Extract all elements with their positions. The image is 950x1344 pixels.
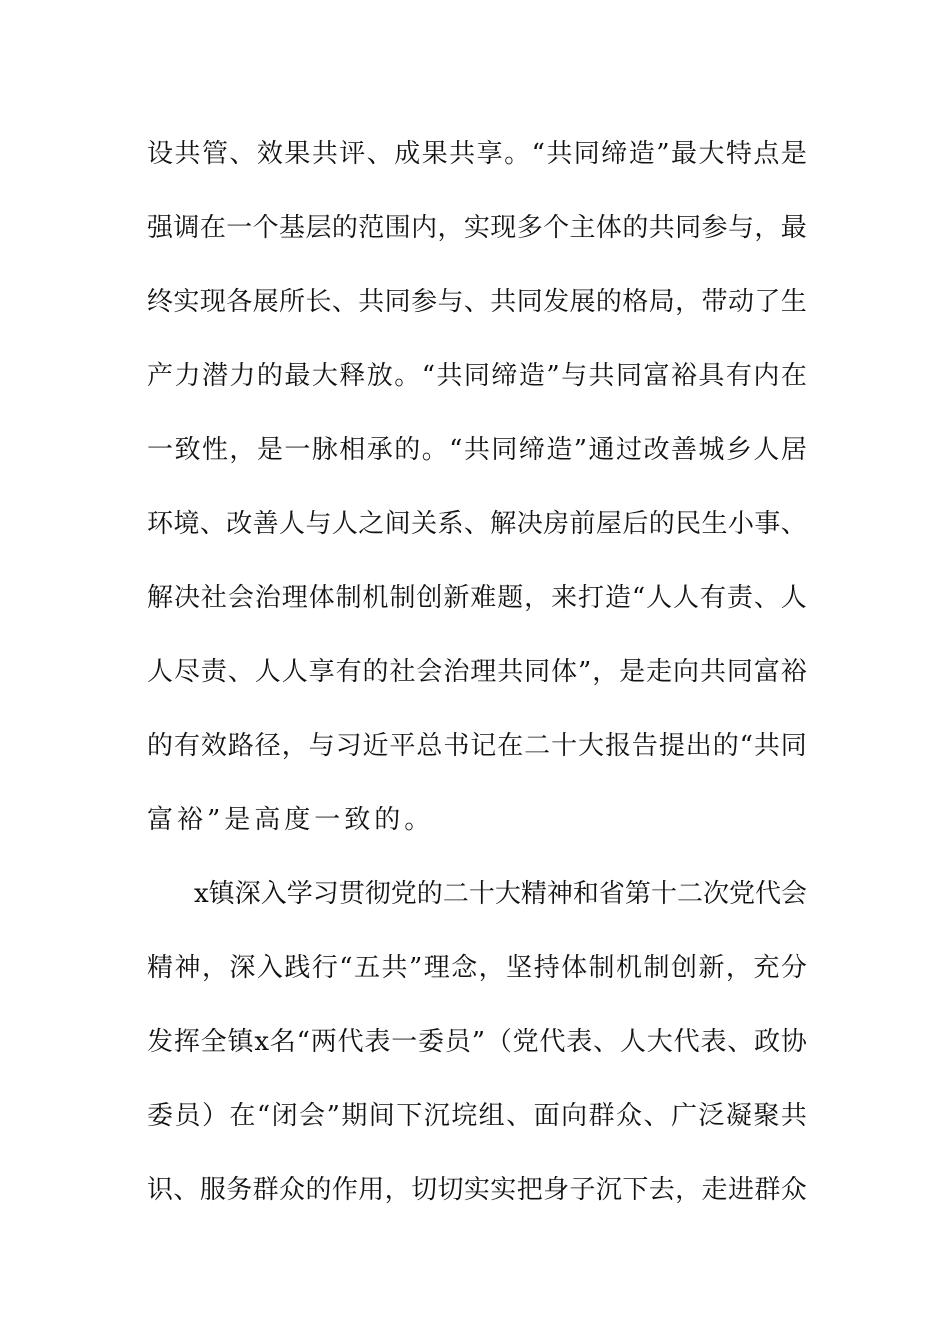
paragraph-line: 解 决 社 会 治 理 体 制 机 制 创 新 难 题 ， 来 打 造 “ 人 人 有 责 、 人 [147,583,807,613]
paragraph-line: 委 员 ） 在 “ 闭 会 ” 期 间 下 沉 垸 组 、 面 向 群 众 、 广 泛 凝 聚 共 [147,1101,807,1131]
paragraph-line: 识 、 服 务 群 众 的 作 用 ， 切 切 实 实 把 身 子 沉 下 去 ， 走 进 群 众 [147,1175,807,1205]
paragraph-line: 环 境 、 改 善 人 与 人 之 间 关 系 、 解 决 房 前 屋 后 的 民 生 小 事 、 [147,509,807,539]
paragraph-line: 终 实 现 各 展 所 长 、 共 同 参 与 、 共 同 发 展 的 格 局 ， 带 动 了 生 [147,287,807,317]
paragraph-line: 精 神 ， 深 入 践 行 “ 五 共 ” 理 念 ， 坚 持 体 制 机 制 创 新 ， 充 分 [147,953,807,983]
paragraph-line: 强 调 在 一 个 基 层 的 范 围 内 ， 实 现 多 个 主 体 的 共 同 参 与 ， 最 [147,213,807,243]
paragraph-line: 发 挥 全 镇 x 名 “ 两 代 表 一 委 员 ” （ 党 代 表 、 人 大 代 表 、 政 协 [147,1027,807,1057]
paragraph-line: 富裕”是高度一致的。 [147,805,435,835]
paragraph-line: 人 尽 责 、 人 人 享 有 的 社 会 治 理 共 同 体 ” ， 是 走 向 共 同 富 裕 [147,657,807,687]
paragraph-line: 的 有 效 路 径 ， 与 习 近 平 总 书 记 在 二 十 大 报 告 提 出 的 “ 共 同 [147,731,807,761]
paragraph-line: 产 力 潜 力 的 最 大 释 放 。 “ 共 同 缔 造 ” 与 共 同 富 裕 具 有 内 在 [147,361,807,391]
paragraph-line: 一 致 性 ， 是 一 脉 相 承 的 。 “ 共 同 缔 造 ” 通 过 改 善 城 乡 人 居 [147,435,807,465]
paragraph-line: 设 共 管 、 效 果 共 评 、 成 果 共 享 。 “ 共 同 缔 造 ” 最 大 特 点 是 [147,139,807,169]
paragraph-line: x 镇 深 入 学 习 贯 彻 党 的 二 十 大 精 神 和 省 第 十 二 次 党 代 会 [194,879,808,909]
